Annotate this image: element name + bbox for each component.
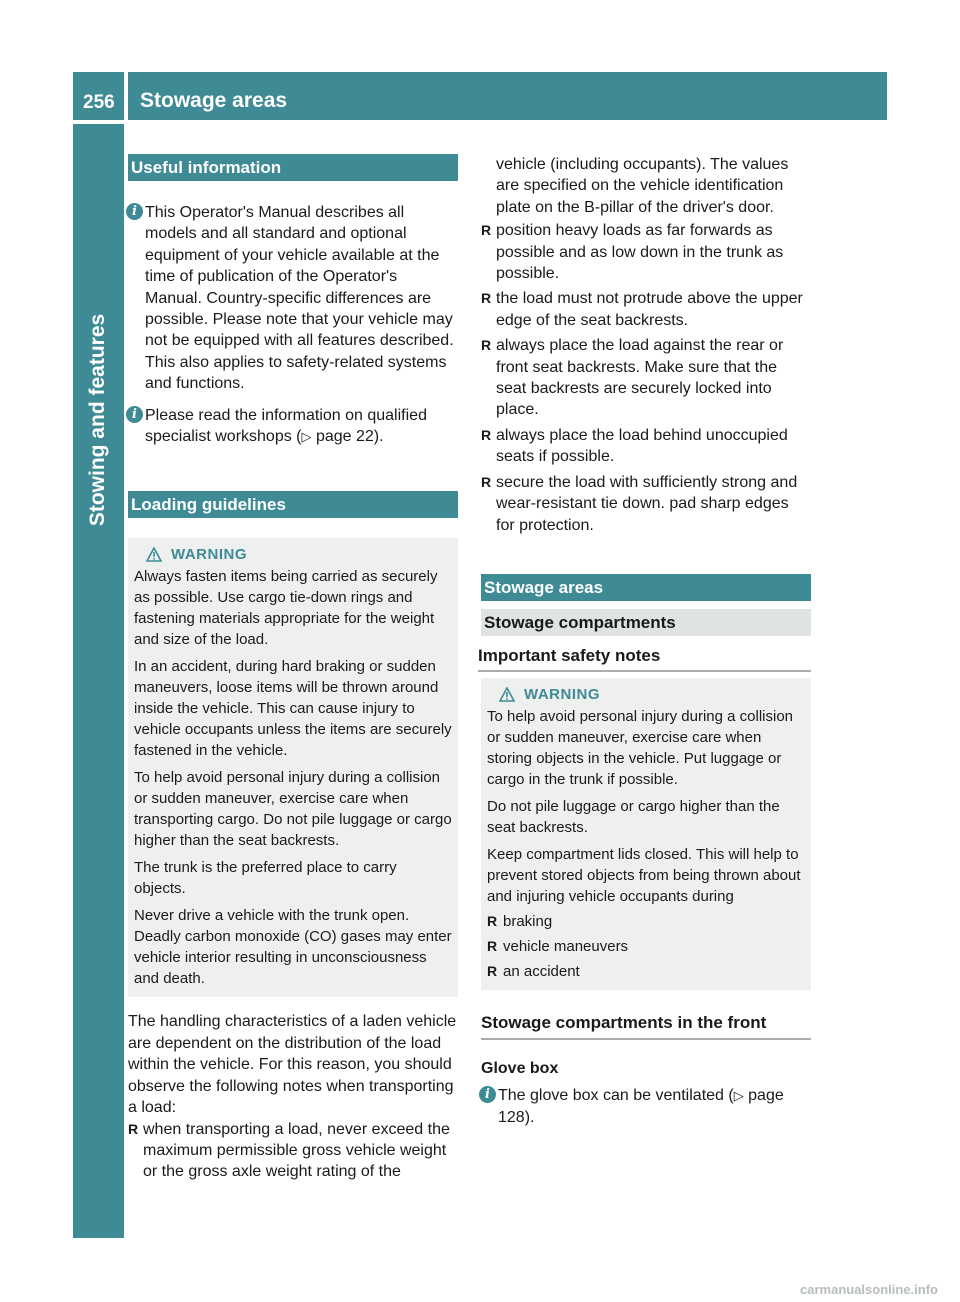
warning-box-stowage bbox=[481, 678, 811, 990]
info-note-workshops: i Please read the information on qualified specialist workshops (▷ page 22). bbox=[128, 405, 458, 448]
side-tab-marker bbox=[73, 1190, 124, 1238]
info-note-operators-manual: i This Operator's Manual describes all models and all standard and optional equipment of your vehicle available at the time of publication of the Operator's Manual. Country-specific differences are possible. Please note that your vehicle may not be equipped with all features described. This also applies to safety-related systems and functions. bbox=[128, 202, 458, 395]
list-item: R secure the load with sufficiently strong and wear-resistant tie down. pad sharp edges for protection. bbox=[481, 472, 811, 536]
warning-title: WARNING bbox=[487, 684, 805, 706]
warning-paragraph: Keep compartment lids closed. This will help to prevent stored objects from being thrown about and injuring vehicle occupants during bbox=[487, 846, 801, 906]
side-tab bbox=[73, 124, 124, 1238]
warning-triangle-icon bbox=[146, 547, 162, 562]
info-icon: i bbox=[479, 1086, 496, 1103]
page-ref-arrow-icon: ▷ bbox=[733, 1088, 744, 1104]
warning-paragraph: Do not pile luggage or cargo higher than the seat backrests. bbox=[487, 798, 780, 837]
side-tab-label: Stowing and features bbox=[86, 313, 109, 527]
list-item: R position heavy loads as far forwards as possible and as low down in the trunk as possible. bbox=[481, 220, 811, 284]
section-heading-useful-information: Useful information bbox=[128, 154, 458, 181]
warning-list-item: R an accident bbox=[487, 961, 805, 982]
warning-paragraph: To help avoid personal injury during a collision or sudden maneuver, exercise care when storing objects in the vehicle. Put luggage or cargo in the trunk if possible. bbox=[487, 708, 794, 789]
heading-important-safety-notes: Important safety notes bbox=[478, 645, 811, 672]
warning-box-loading bbox=[128, 538, 458, 997]
page-title: Stowage areas bbox=[140, 89, 288, 112]
warning-paragraph: Always fasten items being carried as securely as possible. Use cargo tie-down rings and fastening materials appropriate for the weight and size of the load. bbox=[134, 568, 438, 649]
page-reference-link[interactable]: page 128 bbox=[498, 1087, 784, 1126]
warning-title: WARNING bbox=[134, 544, 452, 566]
right-column bbox=[478, 154, 811, 1128]
section-heading-stowage-areas: Stowage areas bbox=[481, 574, 811, 601]
info-icon: i bbox=[126, 406, 143, 423]
list-item: R the load must not protrude above the upper edge of the seat backrests. bbox=[481, 288, 811, 331]
warning-paragraph: Never drive a vehicle with the trunk open. Deadly carbon monoxide (CO) gases may enter vehicle interior resulting in unconsciousness and death. bbox=[134, 907, 452, 988]
warning-list-item: R vehicle maneuvers bbox=[487, 936, 805, 957]
page-number: 256 bbox=[83, 92, 115, 113]
page-reference-link[interactable]: page 22 bbox=[315, 428, 374, 446]
list-item-continuation: vehicle (including occupants). The values are specified on the vehicle identification plate on the B-pillar of the driver's door. bbox=[496, 156, 789, 216]
info-note-glove-box: i The glove box can be ventilated (▷ page 128). bbox=[481, 1085, 811, 1128]
warning-list-item: R braking bbox=[487, 911, 805, 932]
warning-triangle-icon bbox=[499, 687, 515, 702]
list-item: R when transporting a load, never exceed the maximum permissible gross vehicle weight or the gross axle weight rating of the bbox=[128, 1119, 458, 1183]
page-ref-arrow-icon: ▷ bbox=[301, 429, 312, 445]
header-separator bbox=[124, 72, 128, 120]
heading-glove-box: Glove box bbox=[481, 1059, 559, 1077]
warning-paragraph: To help avoid personal injury during a collision or sudden maneuver, exercise care when transporting cargo. Do not pile luggage or cargo higher than the seat backrests. bbox=[134, 769, 452, 850]
subsection-heading-stowage-compartments: Stowage compartments bbox=[481, 609, 811, 636]
warning-paragraph: The trunk is the preferred place to carry objects. bbox=[134, 859, 397, 898]
left-column bbox=[128, 154, 458, 1183]
list-item: R always place the load against the rear or front seat backrests. Make sure that the seat backrests are securely locked into place. bbox=[481, 335, 811, 421]
info-icon: i bbox=[126, 203, 143, 220]
heading-stowage-front: Stowage compartments in the front bbox=[481, 1012, 811, 1039]
section-heading-loading-guidelines: Loading guidelines bbox=[128, 491, 458, 518]
list-item: R always place the load behind unoccupied seats if possible. bbox=[481, 425, 811, 468]
handling-paragraph: The handling characteristics of a laden vehicle are dependent on the distribution of the load within the vehicle. For this reason, you should observe the following notes when transporting a load: bbox=[128, 1013, 457, 1117]
warning-paragraph: In an accident, during hard braking or sudden maneuvers, loose items will be thrown around inside the vehicle. This can cause injury to vehicle occupants unless the items are securely fastened in the vehicle. bbox=[134, 658, 452, 760]
watermark: carmanualsonline.info bbox=[800, 1282, 938, 1297]
